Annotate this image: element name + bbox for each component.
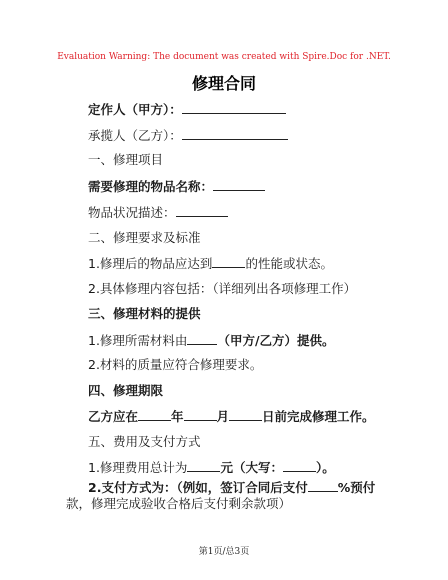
section3-p1 [88,331,335,350]
section4-d: 日前完成修理工作。 [262,409,375,424]
item-name-line [88,177,265,196]
party-a-label: 定作人（甲方）： [88,102,182,117]
material-provider-blank[interactable] [187,331,217,345]
section2-p1 [88,254,333,273]
party-a-blank[interactable] [182,100,286,114]
item-status-line [88,203,228,222]
section2-p1-after: 的性能或状态。 [245,256,333,271]
section4-heading: 四、修理期限 [88,383,164,398]
section5-p2-continued: 款，修理完成验收合格后支付剩余款项） [66,496,292,511]
section5-p1-c: ）。 [315,460,335,475]
section5-heading: 五、费用及支付方式 [88,434,201,449]
evaluation-warning: Evaluation Warning: The document was created with Spire.Doc for .NET. [57,52,391,62]
year-blank[interactable] [138,407,171,421]
party-a-line [88,100,286,119]
section3-heading: 三、修理材料的提供 [88,306,201,321]
amount-words-blank[interactable] [283,458,316,472]
section2-p2: 2.具体修理内容包括：（详细列出各项修理工作） [88,281,357,296]
section5-p2-a: 2.支付方式为：（例如，签订合同后支付 [88,480,308,495]
section2-heading: 二、修理要求及标准 [88,230,201,245]
section3-p1-after: （甲方/乙方）提供。 [217,333,335,348]
section1-heading: 一、修理项目 [88,152,164,167]
item-name-label: 需要修理的物品名称： [88,179,214,194]
section5-p1-b: 元（大写： [220,460,283,475]
item-status-blank[interactable] [176,203,228,217]
section5-p1 [88,458,335,477]
party-b-line [88,126,288,145]
section4-c: 月 [216,409,230,424]
section2-p1-before: 1.修理后的物品应达到 [88,256,213,271]
section5-p1-a: 1.修理费用总计为 [88,460,188,475]
performance-blank[interactable] [212,254,245,268]
section4-p [88,407,375,426]
document-title: 修理合同 [191,74,256,93]
section3-p2: 2.材料的质量应符合修理要求。 [88,357,263,372]
section4-b: 年 [171,409,184,424]
section4-a: 乙方应在 [88,409,139,424]
item-name-blank[interactable] [213,177,265,191]
item-status-label: 物品状况描述： [88,205,176,220]
prepay-percent-blank[interactable] [308,478,338,492]
section5-p2-b: %预付 [337,480,376,495]
party-b-label: 承揽人（乙方）： [88,128,182,143]
amount-blank[interactable] [187,458,220,472]
party-b-blank[interactable] [182,126,288,140]
month-blank[interactable] [184,407,217,421]
day-blank[interactable] [229,407,262,421]
section3-p1-before: 1.修理所需材料由 [88,333,188,348]
page-footer: 第1页/总3页 [198,547,250,557]
